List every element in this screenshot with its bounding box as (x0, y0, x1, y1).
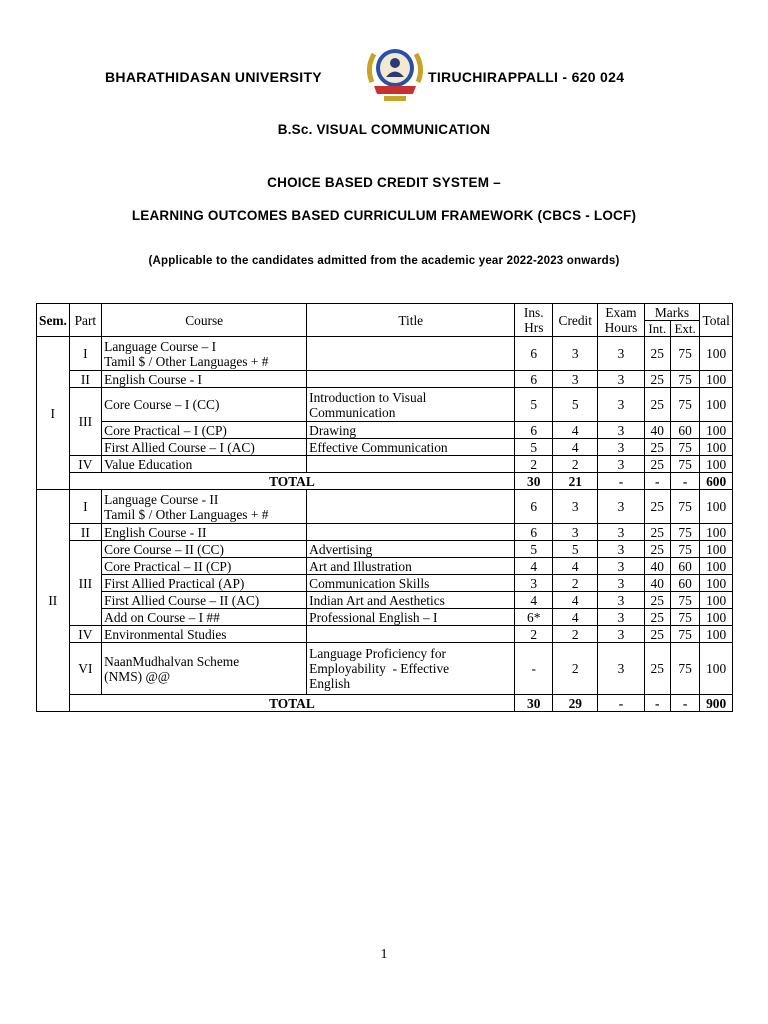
hrs-cell: - (515, 643, 553, 695)
int-cell: 25 (644, 337, 670, 371)
int-cell: 25 (644, 609, 670, 626)
table-row (37, 643, 733, 695)
course-cell: Add on Course – I ## (102, 609, 307, 626)
total-ext: - (670, 473, 699, 490)
hrs-cell: 3 (515, 575, 553, 592)
exam-cell: 3 (598, 524, 644, 541)
credit-cell: 4 (553, 422, 598, 439)
course-cell: English Course - II (102, 524, 307, 541)
title-cell: Language Proficiency for Employability - Effective English (307, 643, 515, 695)
total-int: - (644, 695, 670, 712)
semester-label: I (37, 337, 70, 490)
course-cell: First Allied Course – I (AC) (102, 439, 307, 456)
table-row (37, 490, 733, 524)
credit-cell: 2 (553, 643, 598, 695)
part-cell: I (69, 337, 102, 371)
total-cell: 100 (700, 439, 733, 456)
exam-cell: 3 (598, 337, 644, 371)
total-row (37, 473, 733, 490)
total-marks: 900 (700, 695, 733, 712)
exam-cell: 3 (598, 388, 644, 422)
total-cell: 100 (700, 524, 733, 541)
total-credit: 21 (553, 473, 598, 490)
total-cell: 100 (700, 541, 733, 558)
table-row (37, 558, 733, 575)
title-cell: Art and Illustration (307, 558, 515, 575)
total-hrs: 30 (515, 473, 553, 490)
table-row (37, 541, 733, 558)
ext-cell: 75 (670, 541, 699, 558)
hrs-cell: 6* (515, 609, 553, 626)
ext-cell: 75 (670, 456, 699, 473)
table-row (37, 592, 733, 609)
int-cell: 25 (644, 388, 670, 422)
course-cell: First Allied Practical (AP) (102, 575, 307, 592)
header-int: Int. (644, 321, 670, 337)
header-ext: Ext. (670, 321, 699, 337)
int-cell: 25 (644, 626, 670, 643)
course-cell: Core Course – I (CC) (102, 388, 307, 422)
header-title: Title (307, 304, 515, 337)
title-cell (307, 490, 515, 524)
exam-cell: 3 (598, 626, 644, 643)
hrs-cell: 4 (515, 558, 553, 575)
table-row (37, 422, 733, 439)
course-cell: Core Practical – I (CP) (102, 422, 307, 439)
title-cell: Drawing (307, 422, 515, 439)
title-cell (307, 337, 515, 371)
int-cell: 25 (644, 524, 670, 541)
total-cell: 100 (700, 626, 733, 643)
table-row (37, 388, 733, 422)
total-hrs: 30 (515, 695, 553, 712)
part-cell: I (69, 490, 102, 524)
title-cell: Indian Art and Aesthetics (307, 592, 515, 609)
total-cell: 100 (700, 575, 733, 592)
table-row (37, 337, 733, 371)
course-cell: English Course - I (102, 371, 307, 388)
credit-cell: 3 (553, 371, 598, 388)
header-ins-hrs: Ins. Hrs (515, 304, 553, 337)
header-total: Total (700, 304, 733, 337)
title-cell: Effective Communication (307, 439, 515, 456)
ext-cell: 75 (670, 592, 699, 609)
total-cell: 100 (700, 371, 733, 388)
header-course: Course (102, 304, 307, 337)
total-cell: 100 (700, 643, 733, 695)
title-cell (307, 371, 515, 388)
ext-cell: 75 (670, 337, 699, 371)
exam-cell: 3 (598, 643, 644, 695)
page-number: 1 (380, 947, 388, 962)
course-cell: Core Practical – II (CP) (102, 558, 307, 575)
total-label: TOTAL (69, 473, 515, 490)
total-credit: 29 (553, 695, 598, 712)
hrs-cell: 5 (515, 541, 553, 558)
total-cell: 100 (700, 388, 733, 422)
part-cell: II (69, 524, 102, 541)
total-cell: 100 (700, 592, 733, 609)
course-cell: First Allied Course – II (AC) (102, 592, 307, 609)
total-cell: 100 (700, 456, 733, 473)
hrs-cell: 5 (515, 439, 553, 456)
university-location: TIRUCHIRAPPALLI - 620 024 (428, 69, 625, 85)
exam-cell: 3 (598, 558, 644, 575)
total-cell: 100 (700, 490, 733, 524)
exam-cell: 3 (598, 422, 644, 439)
credit-cell: 4 (553, 592, 598, 609)
ext-cell: 75 (670, 626, 699, 643)
total-exam: - (598, 473, 644, 490)
part-cell: VI (69, 643, 102, 695)
title-cell: Advertising (307, 541, 515, 558)
credit-cell: 3 (553, 337, 598, 371)
total-cell: 100 (700, 337, 733, 371)
exam-cell: 3 (598, 456, 644, 473)
ext-cell: 75 (670, 388, 699, 422)
credit-cell: 2 (553, 575, 598, 592)
credit-cell: 2 (553, 456, 598, 473)
title-cell (307, 626, 515, 643)
exam-cell: 3 (598, 439, 644, 456)
part-cell: III (69, 541, 102, 626)
ext-cell: 75 (670, 643, 699, 695)
credit-cell: 4 (553, 439, 598, 456)
ext-cell: 60 (670, 558, 699, 575)
exam-cell: 3 (598, 592, 644, 609)
int-cell: 25 (644, 371, 670, 388)
credit-cell: 5 (553, 388, 598, 422)
hrs-cell: 2 (515, 456, 553, 473)
ext-cell: 60 (670, 575, 699, 592)
hrs-cell: 6 (515, 371, 553, 388)
header-exam-hours: Exam Hours (598, 304, 644, 337)
credit-cell: 3 (553, 490, 598, 524)
int-cell: 40 (644, 558, 670, 575)
total-ext: - (670, 695, 699, 712)
total-cell: 100 (700, 609, 733, 626)
table-row (37, 575, 733, 592)
ext-cell: 75 (670, 439, 699, 456)
exam-cell: 3 (598, 371, 644, 388)
exam-cell: 3 (598, 541, 644, 558)
exam-cell: 3 (598, 575, 644, 592)
hrs-cell: 6 (515, 524, 553, 541)
title-cell: Introduction to Visual Communication (307, 388, 515, 422)
hrs-cell: 5 (515, 388, 553, 422)
system-title: CHOICE BASED CREDIT SYSTEM – (267, 175, 501, 190)
hrs-cell: 6 (515, 490, 553, 524)
exam-cell: 3 (598, 490, 644, 524)
table-row (37, 456, 733, 473)
int-cell: 25 (644, 592, 670, 609)
int-cell: 25 (644, 439, 670, 456)
course-cell: Environmental Studies (102, 626, 307, 643)
ext-cell: 75 (670, 524, 699, 541)
credit-cell: 4 (553, 609, 598, 626)
credit-cell: 5 (553, 541, 598, 558)
int-cell: 40 (644, 422, 670, 439)
credit-cell: 4 (553, 558, 598, 575)
exam-cell: 3 (598, 609, 644, 626)
total-marks: 600 (700, 473, 733, 490)
table-row (37, 439, 733, 456)
ext-cell: 75 (670, 490, 699, 524)
course-cell: Language Course – I Tamil $ / Other Languages + # (102, 337, 307, 371)
int-cell: 25 (644, 643, 670, 695)
table-row (37, 609, 733, 626)
header-marks: Marks (644, 304, 700, 321)
title-cell (307, 524, 515, 541)
part-cell: IV (69, 626, 102, 643)
table-row (37, 524, 733, 541)
header-credit: Credit (553, 304, 598, 337)
header-part: Part (69, 304, 102, 337)
course-cell: Language Course - II Tamil $ / Other Languages + # (102, 490, 307, 524)
table-row (37, 371, 733, 388)
total-label: TOTAL (69, 695, 515, 712)
ext-cell: 75 (670, 609, 699, 626)
course-cell: NaanMudhalvan Scheme (NMS) @@ (102, 643, 307, 695)
hrs-cell: 4 (515, 592, 553, 609)
credit-cell: 2 (553, 626, 598, 643)
course-cell: Value Education (102, 456, 307, 473)
total-exam: - (598, 695, 644, 712)
semester-label: II (37, 490, 70, 712)
title-cell (307, 456, 515, 473)
total-row (37, 695, 733, 712)
university-logo-icon (364, 44, 426, 104)
hrs-cell: 6 (515, 422, 553, 439)
part-cell: II (69, 371, 102, 388)
hrs-cell: 2 (515, 626, 553, 643)
part-cell: IV (69, 456, 102, 473)
title-cell: Professional English – I (307, 609, 515, 626)
applicability-note: (Applicable to the candidates admitted from the academic year 2022-2023 onwards) (148, 255, 620, 267)
table-row (37, 626, 733, 643)
total-cell: 100 (700, 558, 733, 575)
total-int: - (644, 473, 670, 490)
program-title: B.Sc. VISUAL COMMUNICATION (277, 122, 491, 137)
part-cell: III (69, 388, 102, 456)
framework-title: LEARNING OUTCOMES BASED CURRICULUM FRAMEWORK (CBCS - LOCF) (131, 208, 637, 223)
int-cell: 25 (644, 541, 670, 558)
int-cell: 25 (644, 456, 670, 473)
course-cell: Core Course – II (CC) (102, 541, 307, 558)
curriculum-table (36, 303, 733, 712)
credit-cell: 3 (553, 524, 598, 541)
university-name: BHARATHIDASAN UNIVERSITY (105, 69, 322, 85)
int-cell: 40 (644, 575, 670, 592)
total-cell: 100 (700, 422, 733, 439)
ext-cell: 75 (670, 371, 699, 388)
title-cell: Communication Skills (307, 575, 515, 592)
ext-cell: 60 (670, 422, 699, 439)
int-cell: 25 (644, 490, 670, 524)
header-sem: Sem. (37, 304, 70, 337)
hrs-cell: 6 (515, 337, 553, 371)
